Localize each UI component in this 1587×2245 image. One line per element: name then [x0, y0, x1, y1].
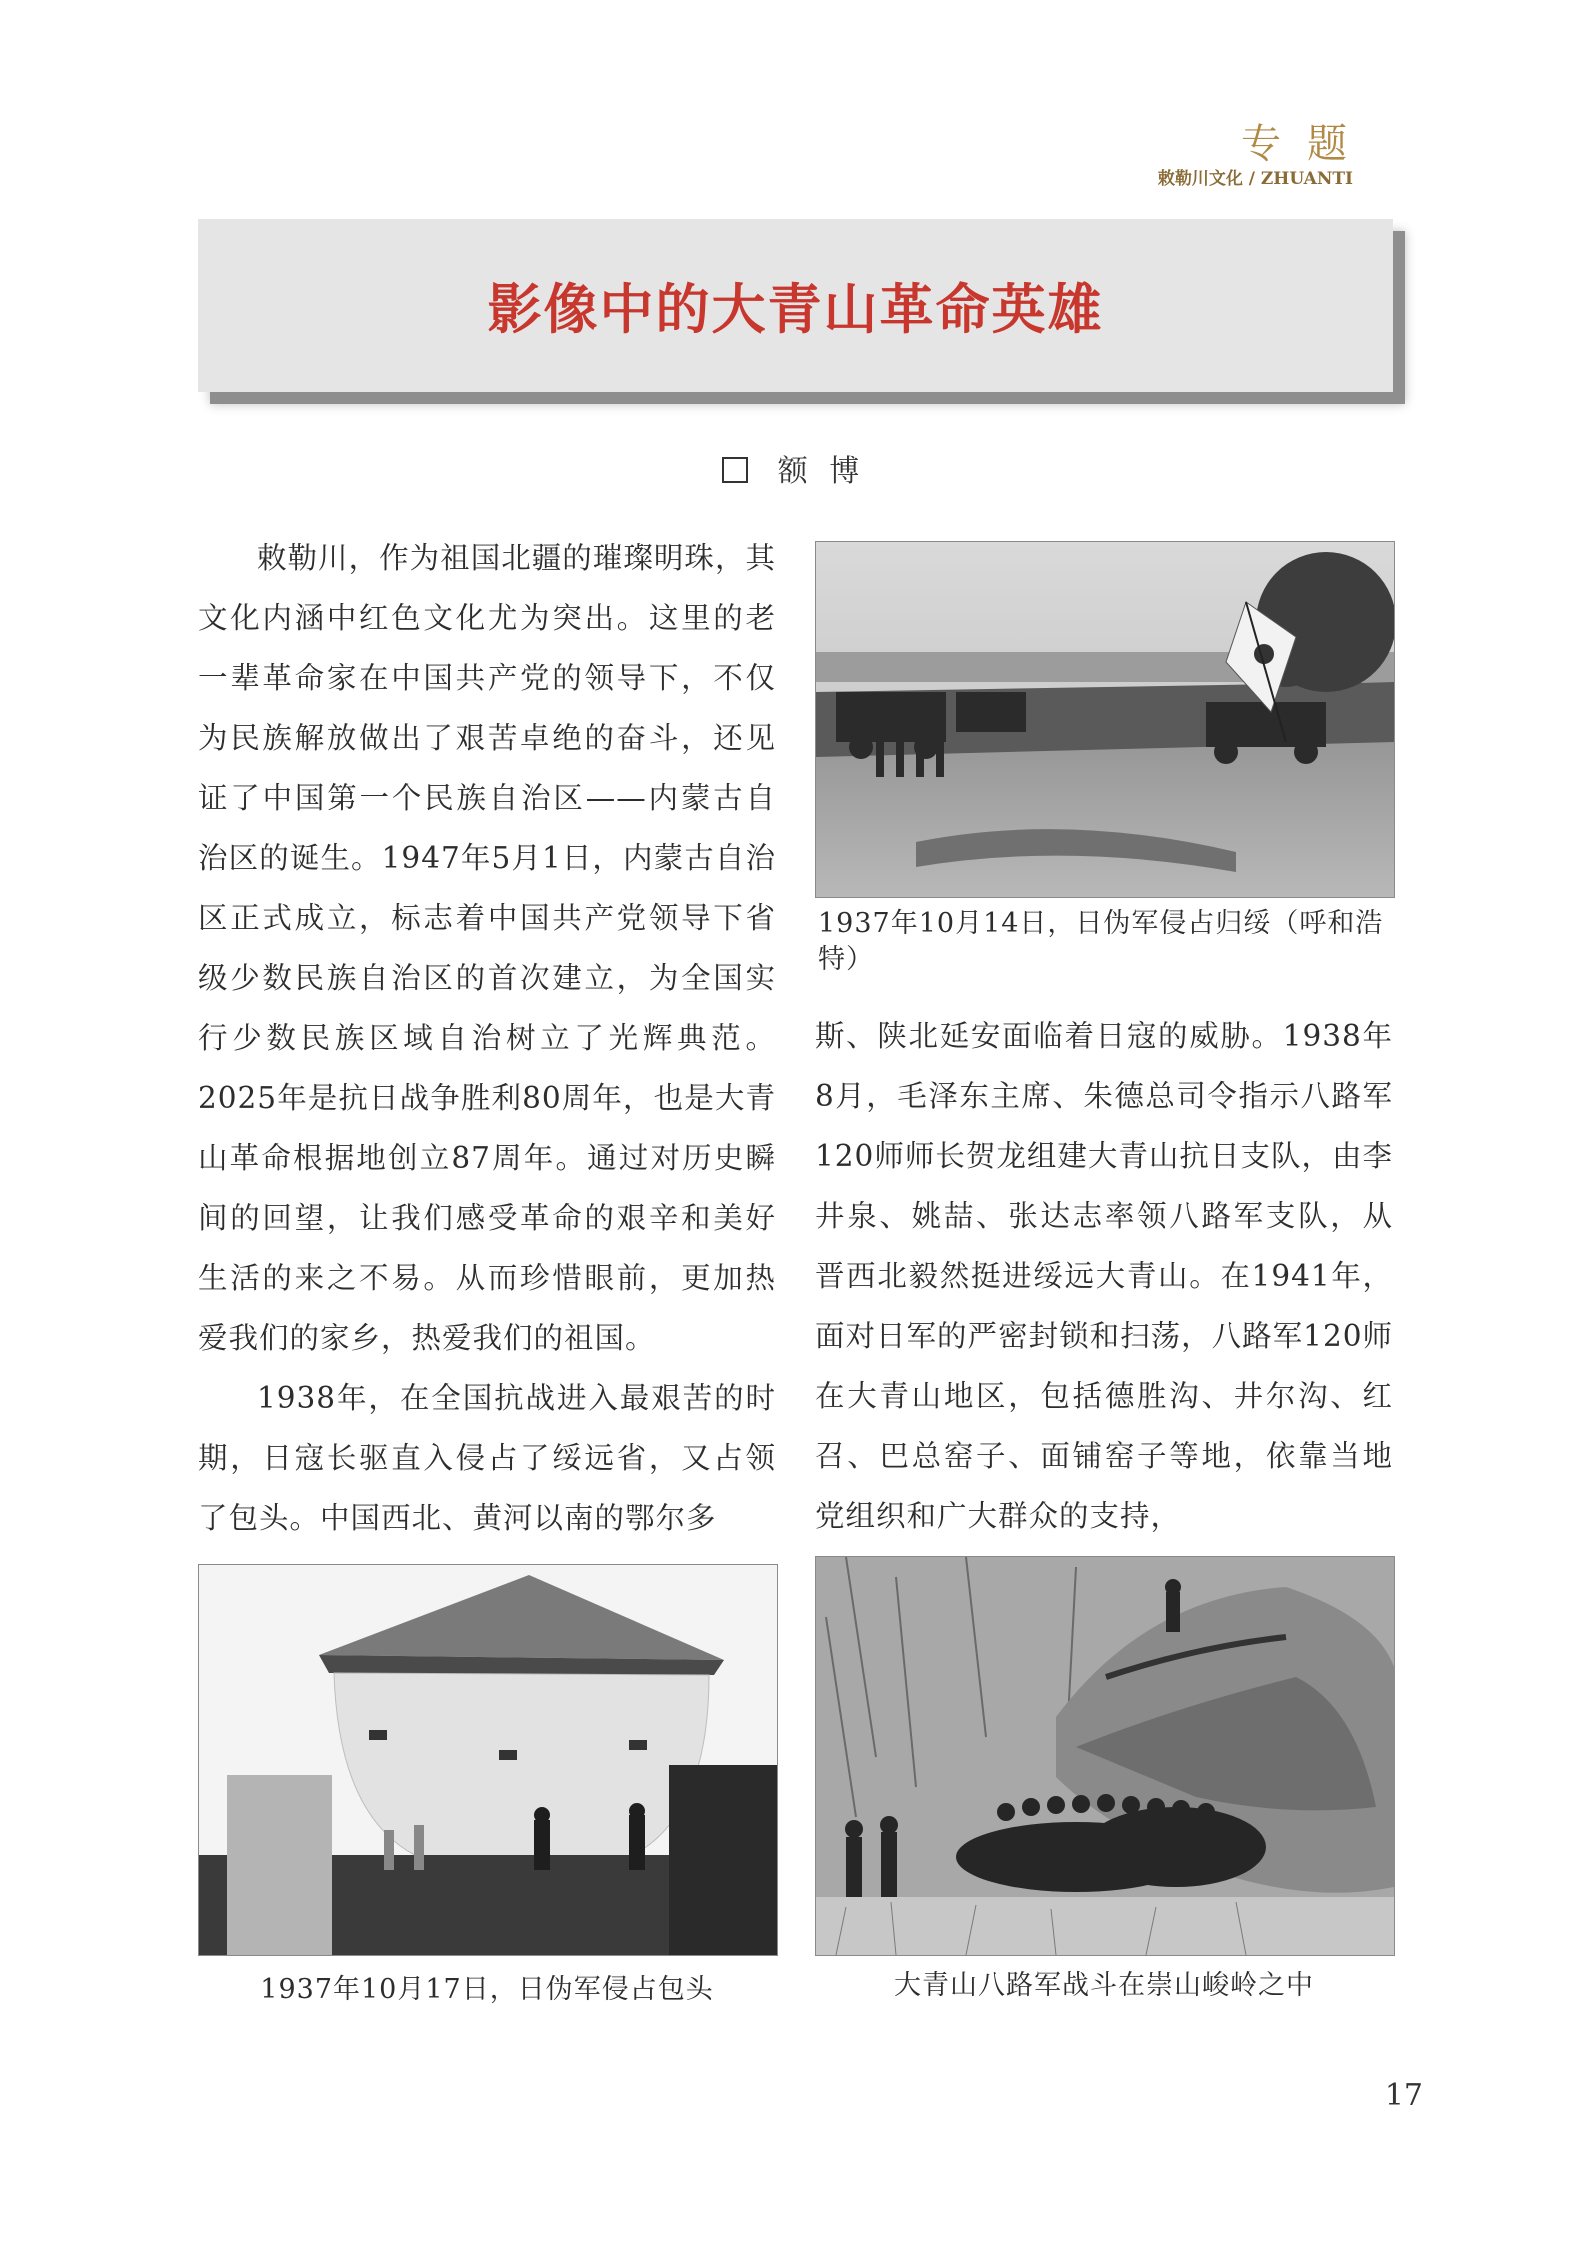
paragraph-continued: 斯、陕北延安面临着日寇的威胁。1938年8月，毛泽东主席、朱德总司令指示八路军120师师长贺龙组建大青山抗日支队，由李井泉、姚喆、张达志率领八路军支队，从晋西北毅然挺进绥远大青山。在1941年，面对日军的严密封锁和扫荡，八路军120师在大青山地区，包括德胜沟、井尔沟、红召、巴总窑子、面铺窑子等地，依靠当地党组织和广大群众的支持， [815, 1019, 1393, 1533]
right-column [815, 1006, 1393, 1546]
left-column [198, 528, 776, 1548]
photo-baotou-occupation [198, 1564, 778, 1956]
author-name: 额 博 [777, 454, 866, 489]
paragraph-intro: 敕勒川，作为祖国北疆的璀璨明珠，其文化内涵中红色文化尤为突出。这里的老一辈革命家在中国共产党的领导下，不仅为民族解放做出了艰苦卓绝的奋斗，还见证了中国第一个民族自治区——内蒙古自治区的诞生。1947年5月1日，内蒙古自治区正式成立，标志着中国共产党领导下省级少数民族自治区的首次建立，为全国实行少数民族区域自治树立了光辉典范。2025年是抗日战争胜利80周年，也是大青山革命根据地创立87周年。通过对历史瞬间的回望，让我们感受革命的艰辛和美好生活的来之不易。从而珍惜眼前，更加热爱我们的家乡，热爱我们的祖国。 [198, 541, 776, 1355]
photo-daqingshan-troops [815, 1556, 1395, 1956]
author-line [0, 446, 1587, 490]
section-subtitle: 敕勒川文化 / ZHUANTI [1157, 169, 1353, 189]
section-title: 专题 [1241, 121, 1373, 167]
photo-guisui-occupation [815, 541, 1395, 898]
title-banner [198, 219, 1393, 392]
caption-photo-3: 大青山八路军战斗在崇山峻岭之中 [894, 1970, 1314, 2001]
page-number: 17 [1384, 2078, 1423, 2113]
author-box-icon [722, 457, 748, 483]
article-title: 影像中的大青山革命英雄 [487, 277, 1104, 341]
caption-photo-1: 1937年10月14日，日伪军侵占归绥（呼和浩特） [818, 908, 1384, 975]
paragraph-1938: 1938年，在全国抗战进入最艰苦的时期，日寇长驱直入侵占了绥远省，又占领了包头。中国西北、黄河以南的鄂尔多 [198, 1381, 776, 1535]
caption-photo-2: 1937年10月17日，日伪军侵占包头 [260, 1974, 714, 2005]
